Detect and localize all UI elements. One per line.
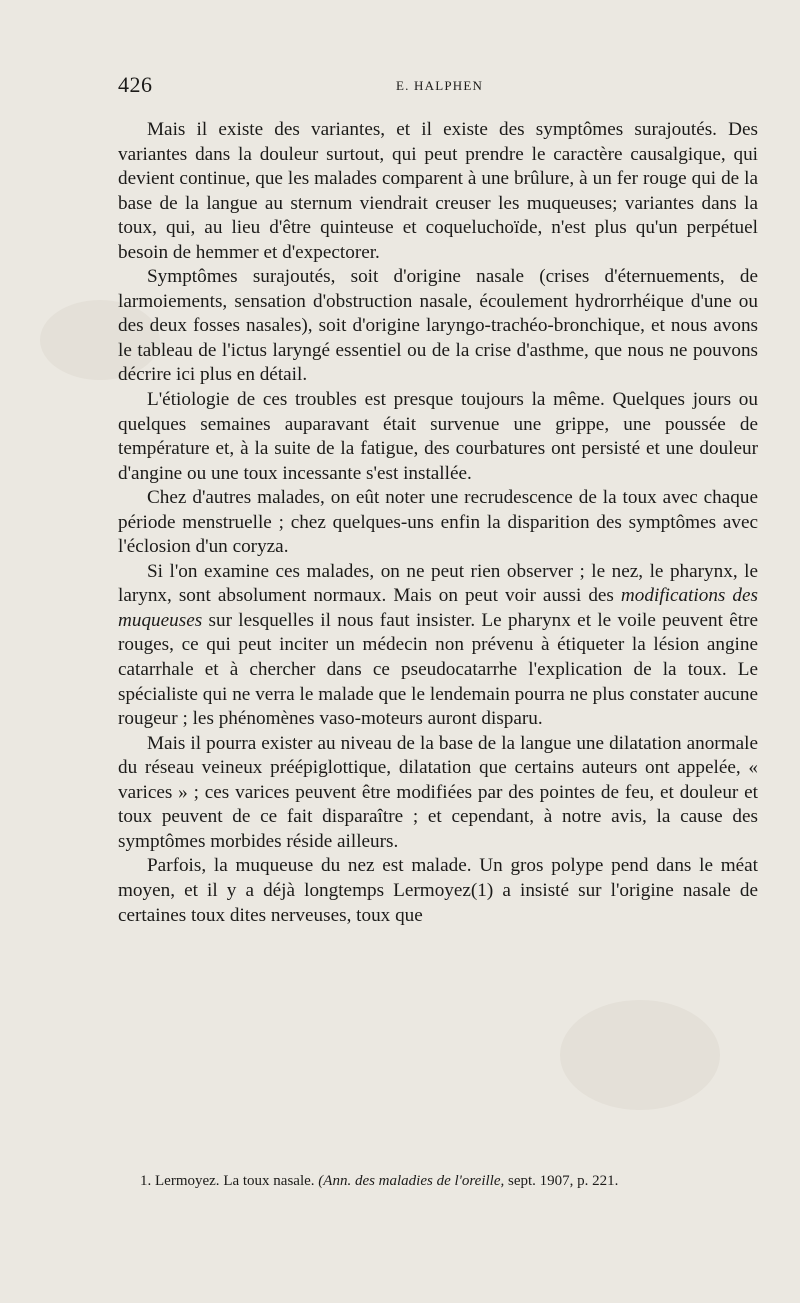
- text-run: sur lesquelles il nous faut insister. Le pharynx et le voile peuvent être rouges, ce qui peut inciter un médecin non prévenu à étiqueter la lésion angine catarrhale et à chercher dans ce pseudocatarrhe l'explication de la toux. Le spécialiste qui ne verra le malade que le lendemain pourra ne plus constater aucune rougeur ; les phénomènes vaso-moteurs auront disparu.: [118, 609, 758, 730]
- footnote-reference: (1): [470, 879, 494, 901]
- paragraph: Chez d'autres malades, on eût noter une recrudescence de la toux avec chaque période menstruelle ; chez quelques-uns enfin la disparition des symptômes avec l'éclosion d'un coryza.: [118, 487, 758, 558]
- footnote-text: [118, 1171, 758, 1192]
- paragraph: [118, 854, 758, 928]
- footnote-date: sept. 1907,: [507, 1173, 574, 1189]
- page-header: [118, 72, 758, 102]
- page-number: 426: [118, 72, 153, 97]
- paragraph: [118, 560, 758, 732]
- text-run: Parfois, la muqueuse du nez est malade. Un gros polype pend dans le méat moyen, et il y a déjà longtemps Lermoyez: [118, 855, 758, 901]
- footnote-page: p. 221.: [577, 1173, 619, 1189]
- footnote-title: La toux nasale.: [223, 1173, 315, 1189]
- paragraph: Mais il pourra exister au niveau de la base de la langue une dilatation anormale du réseau veineux préépiglottique, dilatation que certains auteurs ont appelée, « varices » ; ces varices peuvent être modifiées par des pointes de feu, et douleur et toux peuvent de ce fait disparaître ; et cependant, à notre avis, la cause des symptômes morbides réside ailleurs.: [118, 732, 758, 852]
- text-run: Si l'on examine ces malades, on ne peut rien observer ; le nez, le pharynx, le larynx, sont absolument normaux. Mais on peut voir aussi des: [118, 560, 758, 607]
- footnote-author: Lermoyez.: [155, 1173, 220, 1189]
- emphasized-text: modifications des muqueuses: [118, 585, 758, 631]
- paragraph: L'étiologie de ces troubles est presque toujours la même. Quelques jours ou quelques semaines auparavant était survenue une grippe, une poussée de température et, à la suite de la fatigue, des courbatures ont persisté et une douleur d'angine ou une toux incessante s'est installée.: [118, 389, 758, 484]
- paper-stain: [560, 1000, 720, 1110]
- text-run: a insisté sur l'origine nasale de certaines toux dites nerveuses, toux que: [118, 879, 759, 926]
- body-text: [118, 118, 758, 928]
- footnote-work: (Ann. des maladies de l'oreille,: [318, 1173, 505, 1189]
- footnote: [118, 1171, 758, 1192]
- running-head: E. HALPHEN: [396, 78, 484, 93]
- paragraph: Symptômes surajoutés, soit d'origine nasale (crises d'éternuements, de larmoiements, sensation d'obstruction nasale, écoulement hydrorrhéique d'une ou des deux fosses nasales), soit d'origine laryngo-trachéo-bronchique, et nous avons le tableau de l'ictus laryngé essentiel ou de la crise d'asthme, que nous ne pouvons décrire ici plus en détail.: [118, 266, 758, 386]
- paragraph: Mais il existe des variantes, et il existe des symptômes surajoutés. Des variantes dans la douleur surtout, qui peut prendre le caractère causalgique, qui devient continue, que les malades comparent à une brûlure, à un fer rouge qui de la base de la langue au sternum viendrait creuser les muqueuses; variantes dans la toux, qui, au lieu d'être quinteuse et coqueluchoïde, n'est plus qu'un perpétuel besoin de hemmer et d'expectorer.: [118, 119, 758, 263]
- footnote-number: 1.: [140, 1173, 152, 1189]
